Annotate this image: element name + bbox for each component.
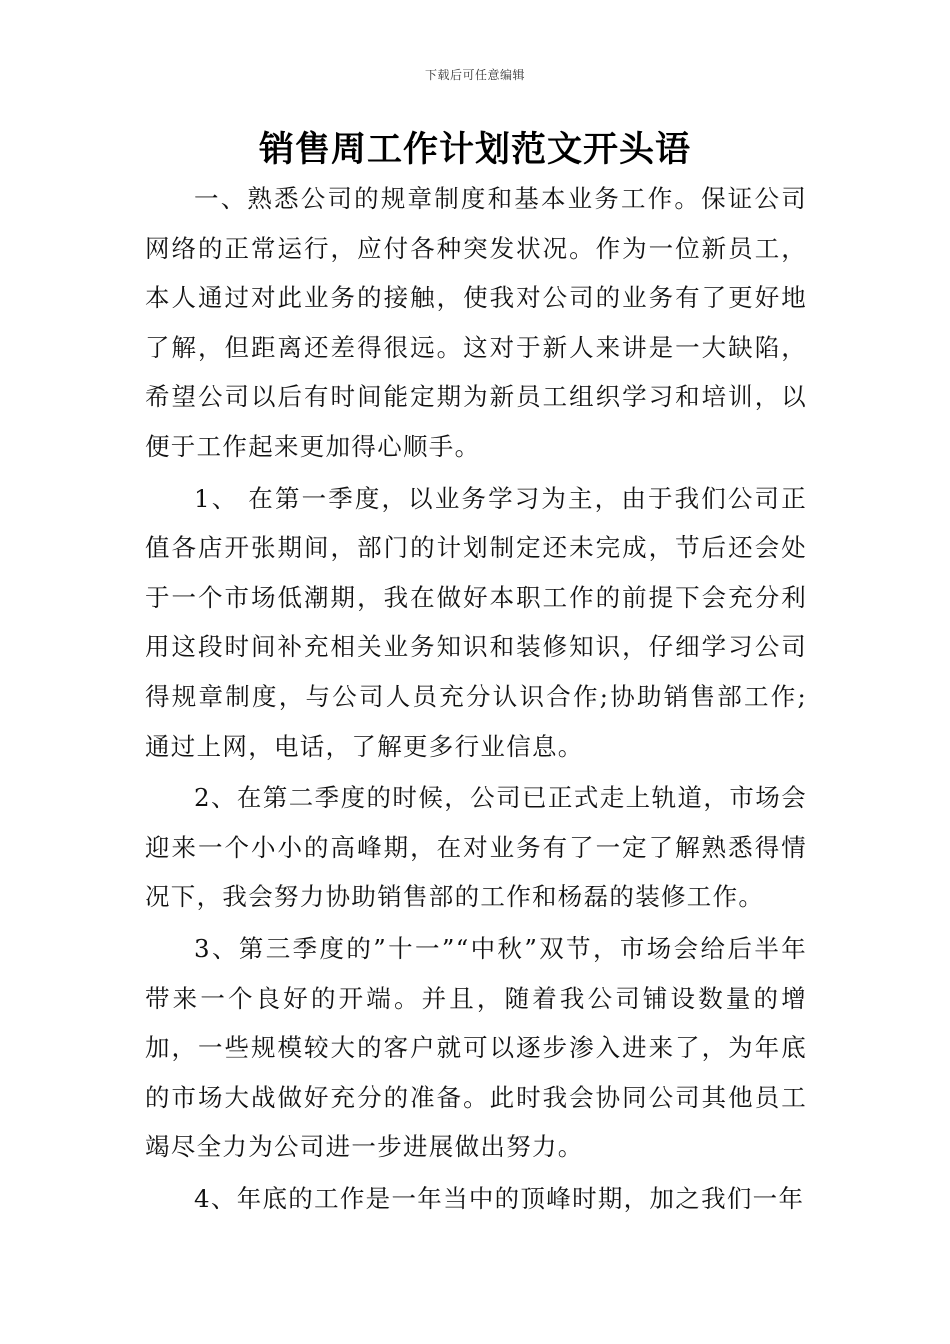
document-body [145, 174, 807, 1223]
paragraph-q2: 2、在第二季度的时候，公司已正式走上轨道，市场会迎来一个小小的高峰期，在对业务有了一定了解熟悉得情况下，我会努力协助销售部的工作和杨磊的装修工作。 [145, 783, 807, 912]
paragraph-intro: 一、熟悉公司的规章制度和基本业务工作。保证公司网络的正常运行，应付各种突发状况。作为一位新员工，本人通过对此业务的接触，使我对公司的业务有了更好地了解，但距离还差得很远。这对于新人来讲是一大缺陷，希望公司以后有时间能定期为新员工组织学习和培训，以便于工作起来更加得心顺手。 [145, 184, 807, 461]
paragraph-q4: 4、年底的工作是一年当中的顶峰时期，加之我们一年 [194, 1183, 805, 1213]
paragraph-q3: 3、第三季度的”十一”“中秋”双节，市场会给后半年带来一个良好的开端。并且，随着我公司铺设数量的增加，一些规模较大的客户就可以逐步渗入进来了，为年底的市场大战做好充分的准备。此时我会协同公司其他员工竭尽全力为公司进一步进展做出努力。 [145, 933, 807, 1162]
document-title: 销售周工作计划范文开头语 [258, 130, 691, 170]
paragraph-q1: 1、 在第一季度，以业务学习为主，由于我们公司正值各店开张期间，部门的计划制定还未完成，节后还会处于一个市场低潮期，我在做好本职工作的前提下会充分利用这段时间补充相关业务知识和装修知识，仔细学习公司得规章制度，与公司人员充分认识合作;协助销售部工作;通过上网，电话，了解更多行业信息。 [145, 483, 807, 761]
header-note: 下载后可任意编辑 [424, 68, 525, 82]
